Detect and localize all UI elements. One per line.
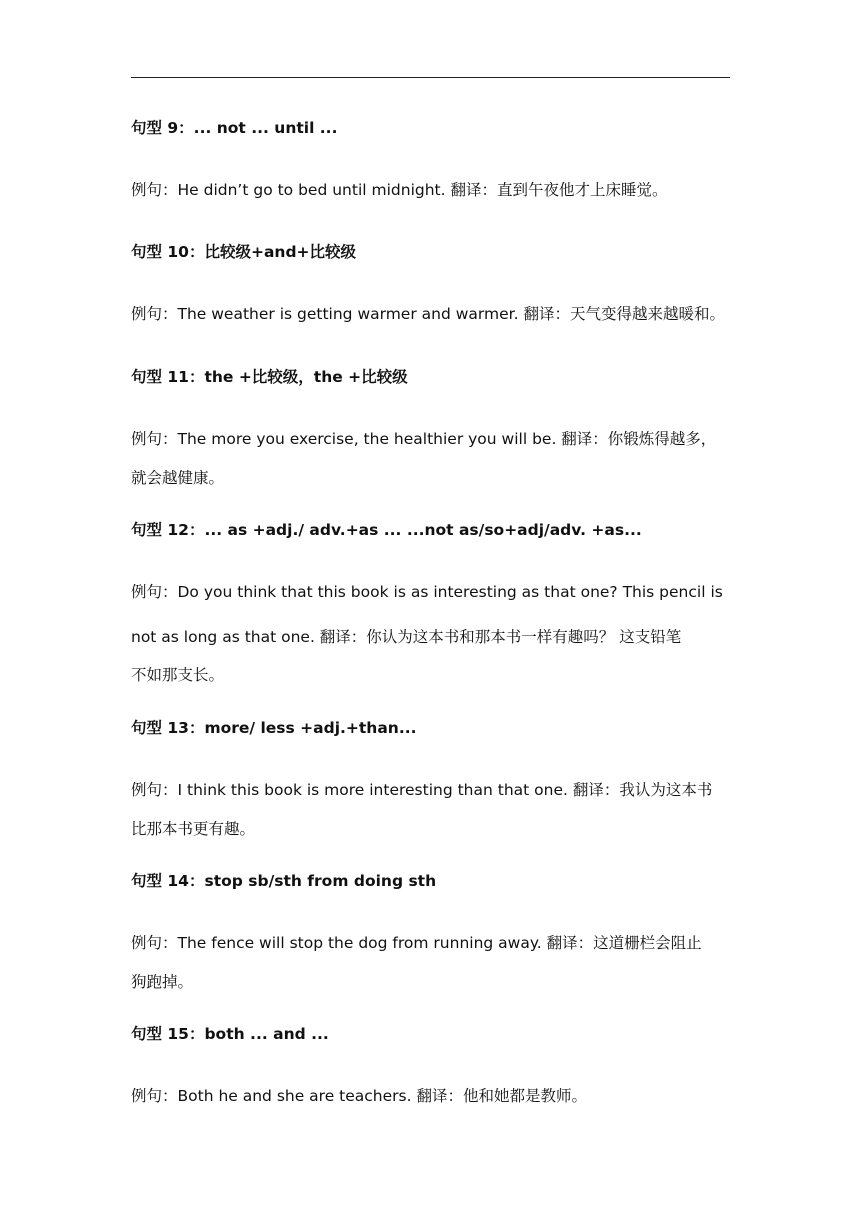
section-11-example-line-2: 就会越健康。	[131, 469, 225, 487]
section-12-example-line-3: 不如那支长。	[131, 666, 225, 684]
section-12-example-line-2: not as long as that one. 翻译：你认为这本书和那本书一样有趣吗？ 这支铅笔	[131, 628, 682, 646]
section-14-heading: 句型 14：stop sb/sth from doing sth	[131, 872, 437, 890]
section-12-heading: 句型 12：... as +adj./ adv.+as ... ...not as/so+adj/adv. +as...	[131, 521, 642, 539]
section-9-heading: 句型 9：... not ... until ...	[131, 119, 338, 137]
section-11-heading: 句型 11：the +比较级，the +比较级	[131, 368, 408, 386]
section-12-example-line-1: 例句：Do you think that this book is as interesting as that one? This pencil is	[131, 583, 723, 601]
section-10-example: 例句：The weather is getting warmer and warmer. 翻译：天气变得越来越暖和。	[131, 305, 725, 323]
section-15-heading: 句型 15：both ... and ...	[131, 1025, 329, 1043]
section-11-example-line-1: 例句：The more you exercise, the healthier you will be. 翻译：你锻炼得越多，	[131, 430, 717, 448]
section-10-heading: 句型 10：比较级+and+比较级	[131, 243, 357, 261]
section-9-example: 例句：He didn’t go to bed until midnight. 翻译：直到午夜他才上床睡觉。	[131, 181, 668, 199]
section-15-example: 例句：Both he and she are teachers. 翻译：他和她都是教师。	[131, 1087, 587, 1105]
section-13-heading: 句型 13：more/ less +adj.+than...	[131, 719, 417, 737]
section-13-example-line-1: 例句：I think this book is more interesting than that one. 翻译：我认为这本书	[131, 781, 713, 799]
section-14-example-line-1: 例句：The fence will stop the dog from running away. 翻译：这道栅栏会阻止	[131, 934, 702, 952]
section-13-example-line-2: 比那本书更有趣。	[131, 820, 256, 838]
section-14-example-line-2: 狗跑掉。	[131, 973, 194, 991]
header-rule	[131, 77, 730, 78]
